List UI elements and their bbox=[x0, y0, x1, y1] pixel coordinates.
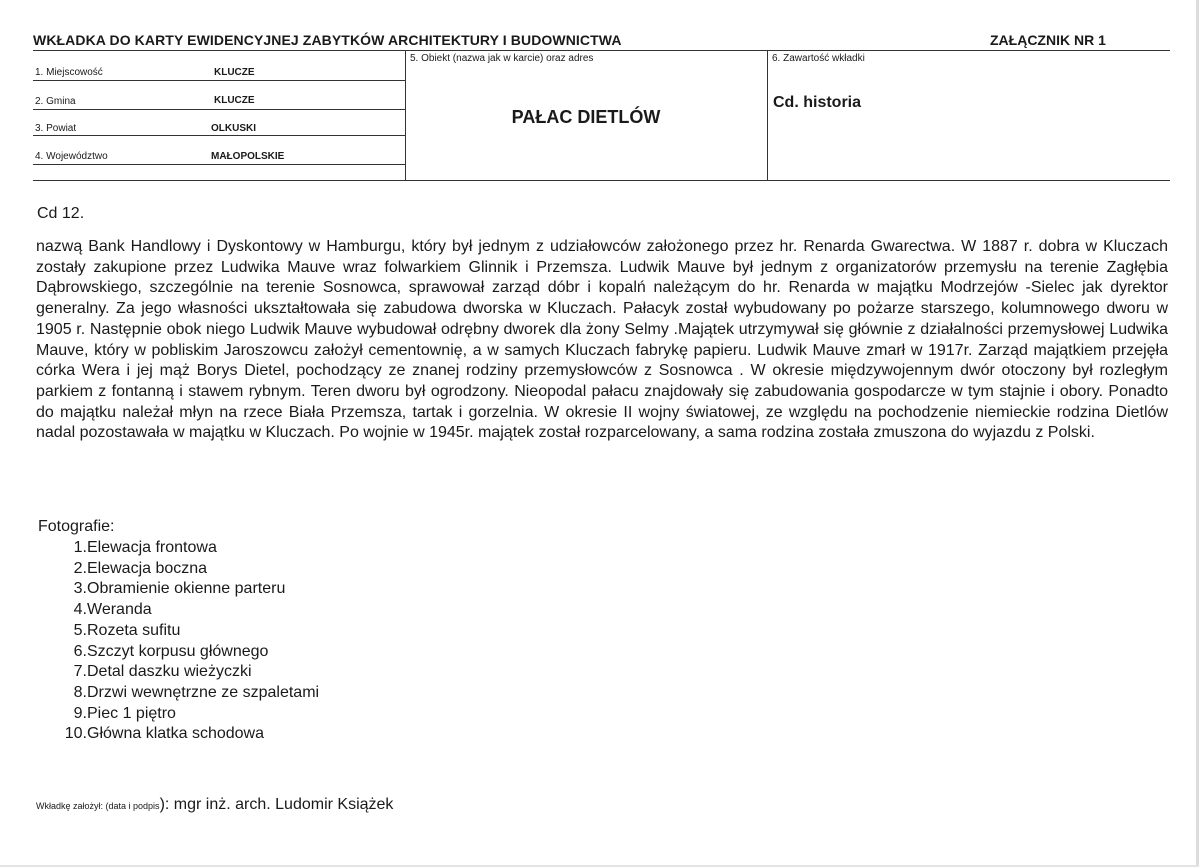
list-item: 8. Drzwi wewnętrzne ze szpaletami bbox=[73, 683, 320, 701]
list-item: 5. Rozeta sufitu bbox=[73, 621, 181, 639]
list-item: 4. Weranda bbox=[73, 601, 152, 619]
header-rule bbox=[33, 50, 1170, 51]
contents-value: Cd. historia bbox=[773, 94, 862, 111]
photos-list bbox=[38, 538, 319, 745]
annex-label: ZAŁĄCZNIK NR 1 bbox=[990, 32, 1106, 48]
divider-right bbox=[767, 50, 768, 180]
field-value-miejscowosc: KLUCZE bbox=[214, 67, 255, 78]
contents-caption: 6. Zawartość wkładki bbox=[772, 53, 865, 64]
footer-close: ): bbox=[159, 796, 170, 813]
list-item: 2. Elewacja boczna bbox=[73, 559, 208, 577]
list-item: 1. Elewacja frontowa bbox=[73, 539, 217, 556]
photos-heading: Fotografie: bbox=[38, 518, 115, 535]
field-rule-4 bbox=[33, 164, 405, 165]
list-item: 3. Obramienie okienne parteru bbox=[73, 580, 286, 598]
object-caption: 5. Obiekt (nazwa jak w karcie) oraz adres bbox=[410, 53, 594, 64]
field-label-powiat: 3. Powiat bbox=[35, 123, 77, 134]
field-value-gmina: KLUCZE bbox=[214, 95, 255, 106]
field-label-wojewodztwo: 4. Województwo bbox=[35, 151, 108, 162]
list-item: 6. Szczyt korpusu głównego bbox=[73, 642, 269, 660]
list-item: 7. Detal daszku wieżyczki bbox=[73, 663, 252, 681]
document-title: WKŁADKA DO KARTY EWIDENCYJNEJ ZABYTKÓW ARCHITEKTURY I BUDOWNICTWA bbox=[33, 32, 622, 48]
field-label-gmina: 2. Gmina bbox=[35, 96, 76, 107]
footer-label: Wkładkę założył: (data i podpis bbox=[36, 801, 160, 811]
history-paragraph: nazwą Bank Handlowy i Dyskontowy w Hamburgu, który był jednym z udziałowców założonego przez hr. Renarda Gwarectwa. W 1887 r. dobra w Kluczach zostały zakupione przez Ludwika Mauve wraz folwarkiem Glinnik i Przemsza. Ludwik Mauve był jednym z organizatorów przemysłu na terenie Zagłębia Dąbrowskiego, szczególnie na terenie Sosnowca, sprawował zarząd dóbr i kopalń należącym do hr. Renarda w majątku Modrzejów -Sielec jak dyrektor generalny. Za jego własności ukształtowała się zabudowa dworska w Kluczach. Pałacyk został wybudowany po pożarze starszego, kolumnowego dworu w 1905 r. Następnie obok niego Ludwik Mauve wybudował odrębny dworek dla żony Selmy .Majątek utrzymywał się głównie z działalności przemysłowej Ludwika Mauve, który w pobliskim Jaroszowcu założył cementownię, a w samych Kluczach fabrykę papieru. Ludwik Mauve zmarł w 1917r. Zarząd majątkiem przejęła córka Wera i jej mąż Borys Dietel, pochodzący ze znanej rodziny przemysłowców z Sosnowca . W okresie międzywojennym dwór otoczony był rozległym parkiem z fontanną i stawem rybnym. Teren dworu był ogrodzony. Nieopodal pałacu znajdowały się zabudowania gospodarcze w tym stajnie i obory. Ponadto do majątku należał młyn na rzece Biała Przemsza, tartak i gorzelnia. W okresie II wojny światowej, ze względu na pochodzenie niemieckie rodzina Dietlów nadal pozostawała w majątku w Kluczach. Po wojnie w 1945r. majątek został rozparcelowany, a sama rodzina została zmuszona do wyjazdu z Polski. bbox=[36, 238, 1168, 442]
continuation-ref: Cd 12. bbox=[37, 205, 85, 222]
form-bottom-rule bbox=[33, 180, 1170, 181]
field-rule-3 bbox=[33, 135, 405, 136]
footer-signature bbox=[36, 796, 393, 814]
field-value-powiat: OLKUSKI bbox=[211, 123, 256, 134]
field-label-miejscowosc: 1. Miejscowość bbox=[35, 67, 103, 78]
field-rule-2 bbox=[33, 109, 405, 110]
object-name: PAŁAC DIETLÓW bbox=[511, 107, 661, 127]
field-rule-1 bbox=[33, 80, 405, 81]
list-item: 10. Główna klatka schodowa bbox=[64, 725, 264, 743]
footer-author: mgr inż. arch. Ludomir Książek bbox=[169, 796, 394, 813]
list-item: 9. Piec 1 piętro bbox=[73, 704, 176, 722]
field-value-wojewodztwo: MAŁOPOLSKIE bbox=[211, 151, 285, 162]
